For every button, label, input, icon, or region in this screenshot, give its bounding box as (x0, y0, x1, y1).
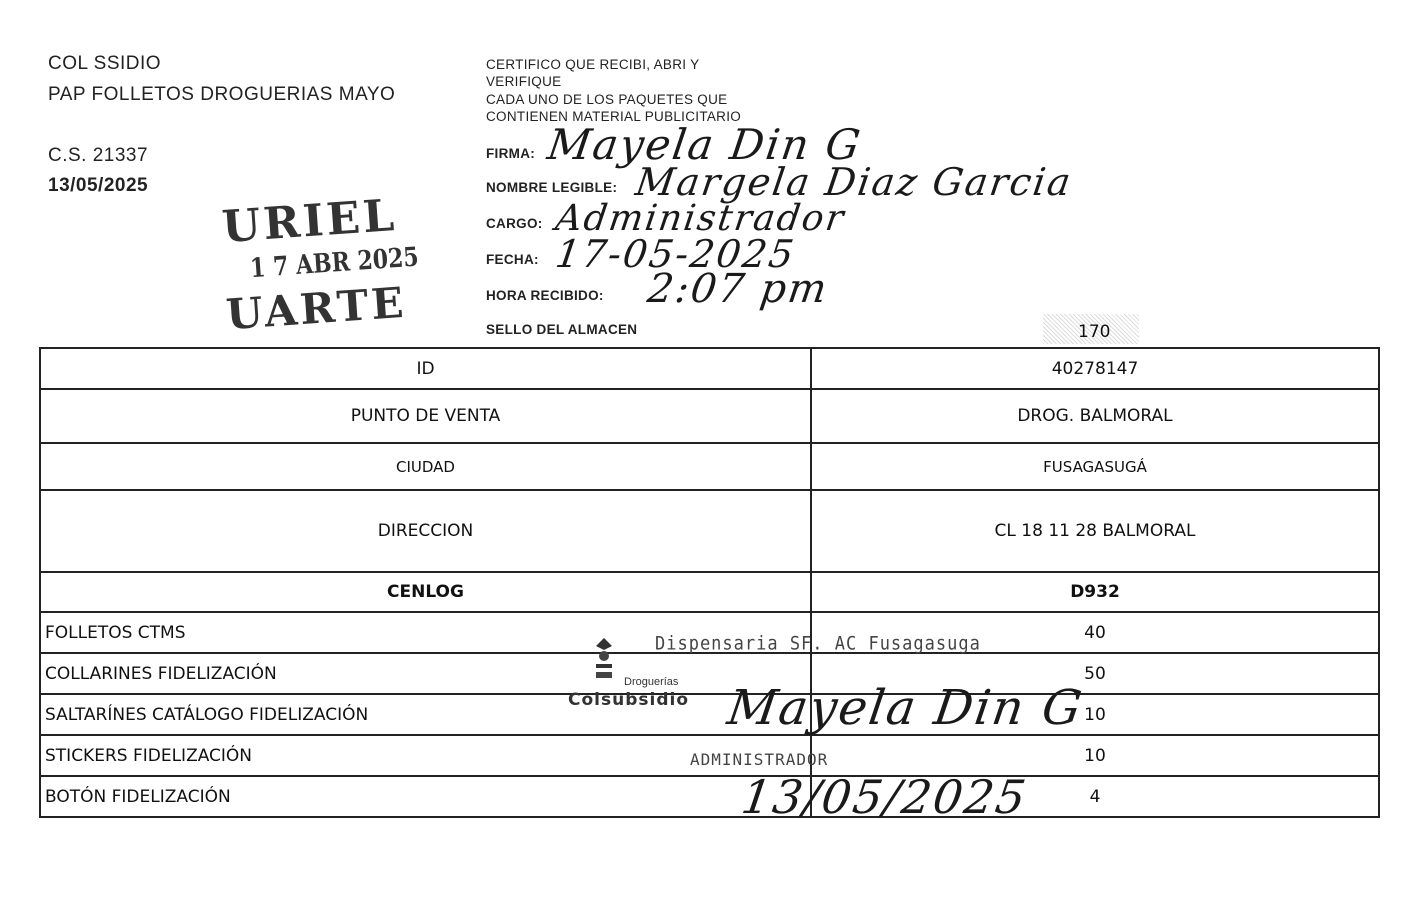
cert-line4: CONTIENEN MATERIAL PUBLICITARIO (486, 109, 742, 124)
item-qty: 50 (811, 653, 1379, 694)
dir-label: DIRECCION (40, 490, 811, 572)
pv-label: PUNTO DE VENTA (40, 389, 811, 443)
ciudad-value: FUSAGASUGÁ (811, 443, 1379, 490)
fecha-label: FECHA: (486, 252, 539, 267)
hora-label: HORA RECIBIDO: (486, 288, 604, 303)
ciudad-label: CIUDAD (40, 443, 811, 490)
id-value: 40278147 (811, 348, 1379, 389)
page-number: 170 (1078, 322, 1111, 342)
table-row (40, 389, 1379, 443)
table-row (40, 348, 1379, 389)
handwritten-date2: 13/05/2025 (738, 770, 1031, 824)
table-row (40, 490, 1379, 572)
handwritten-firma: Mayela Din G (544, 120, 865, 169)
cert-line3: CADA UNO DE LOS PAQUETES QUE (486, 92, 728, 107)
cenlog-label: CENLOG (40, 572, 811, 612)
handwritten-cargo: Administrador (553, 198, 848, 239)
cargo-label: CARGO: (486, 216, 543, 231)
header-date: 13/05/2025 (48, 175, 149, 196)
item-qty: 4 (811, 776, 1379, 817)
stamp-top: URIEL (220, 189, 399, 254)
table-row (40, 694, 1379, 735)
id-label: ID (40, 348, 811, 389)
item-name: BOTÓN FIDELIZACIÓN (40, 776, 811, 817)
table-row (40, 653, 1379, 694)
colsubsidio-logo-icon (592, 636, 616, 682)
nombre-label: NOMBRE LEGIBLE: (486, 180, 618, 195)
table-row (40, 776, 1379, 817)
sello-label: SELLO DEL ALMACEN (486, 322, 638, 337)
firma-label: FIRMA: (486, 146, 536, 161)
table-row (40, 572, 1379, 612)
store-stamp-line1: Dispensaria SF. AC Fusagasuga (655, 633, 981, 655)
table-row (40, 443, 1379, 490)
header-line2: PAP FOLLETOS DROGUERIAS MAYO (48, 84, 396, 105)
item-name: FOLLETOS CTMS (40, 612, 811, 653)
stamp-date: 1 7 ABR 2025 (249, 241, 420, 285)
item-name: COLLARINES FIDELIZACIÓN (40, 653, 811, 694)
header-line1: COL SSIDIO (48, 53, 162, 74)
cert-line2: VERIFIQUE (486, 74, 562, 89)
stamp-bottom: UARTE (224, 277, 408, 340)
item-name: SALTARÍNES CATÁLOGO FIDELIZACIÓN (40, 694, 811, 735)
item-qty: 40 (811, 612, 1379, 653)
handwritten-fecha: 17-05-2025 (552, 232, 799, 276)
dir-value: CL 18 11 28 BALMORAL (811, 490, 1379, 572)
item-qty: 10 (811, 694, 1379, 735)
item-name: STICKERS FIDELIZACIÓN (40, 735, 811, 776)
handwritten-nombre: Margela Diaz Garcia (632, 160, 1076, 204)
handwritten-hora: 2:07 pm (644, 266, 832, 312)
store-stamp-brand-small: Droguerías (624, 676, 679, 688)
cert-line1: CERTIFICO QUE RECIBI, ABRI Y (486, 57, 700, 72)
material-table (39, 347, 1380, 818)
item-qty: 10 (811, 735, 1379, 776)
store-stamp-role: ADMINISTRADOR (690, 750, 829, 769)
cenlog-value: D932 (811, 572, 1379, 612)
handwritten-signature2: Mayela Din G (724, 680, 1087, 736)
store-stamp-brand: Colsubsidio (568, 690, 689, 710)
cs-number: C.S. 21337 (48, 145, 149, 166)
pv-value: DROG. BALMORAL (811, 389, 1379, 443)
